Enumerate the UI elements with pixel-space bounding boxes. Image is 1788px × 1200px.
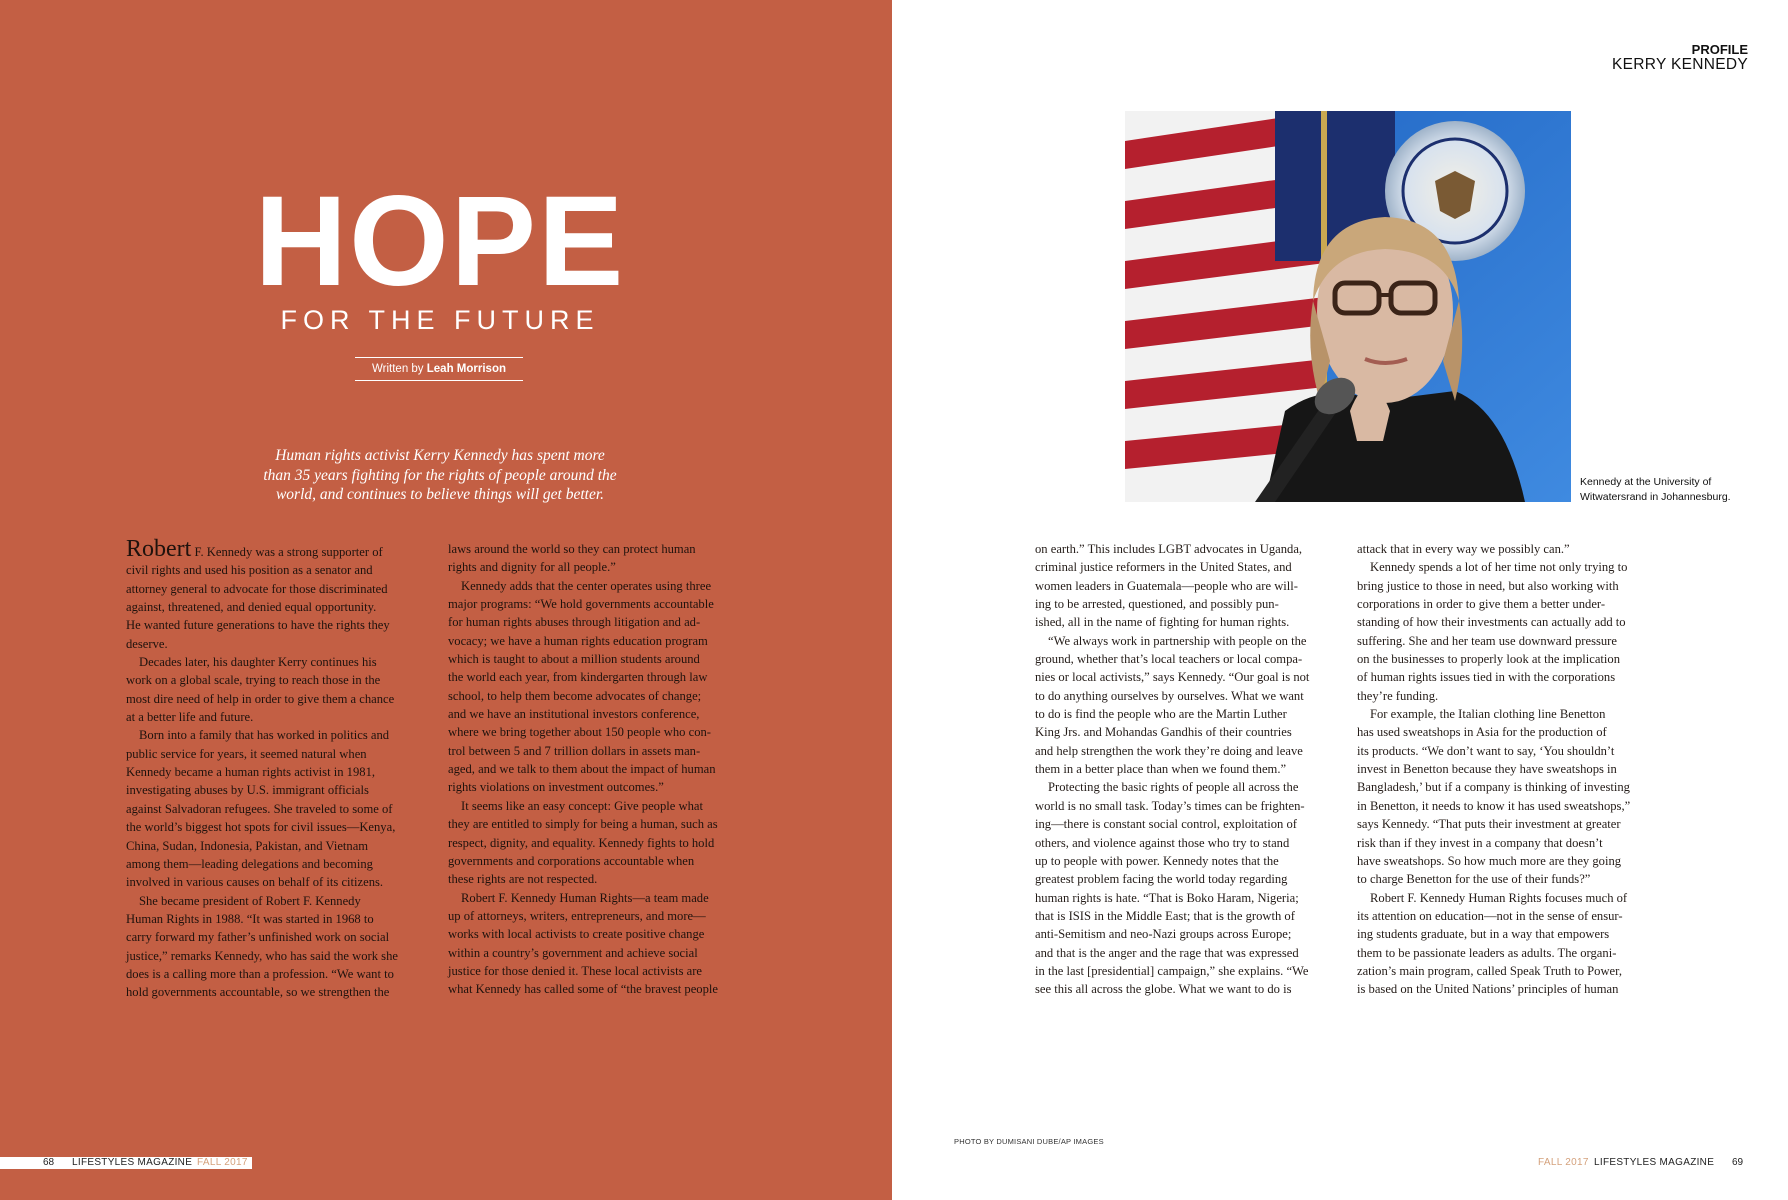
body-line: they are entitled to simply for being a human, such as bbox=[448, 817, 718, 832]
body-line: ing to be arrested, questioned, and possibly pun- bbox=[1035, 597, 1279, 612]
body-line: Human Rights in 1988. “It was started in 1968 to bbox=[126, 911, 374, 926]
byline bbox=[355, 357, 523, 381]
issue-season: FALL 2017 bbox=[1538, 1157, 1589, 1168]
body-line: most dire need of help in order to give them a chance bbox=[126, 691, 395, 706]
drop-word: Robert bbox=[126, 536, 192, 562]
body-line: Kennedy became a human rights activist in 1981, bbox=[126, 765, 376, 780]
body-line: She became president of Robert F. Kennedy bbox=[139, 893, 361, 908]
body-line: is based on the United Nations’ principles of human bbox=[1357, 982, 1619, 997]
body-column-4 bbox=[1357, 540, 1669, 999]
body-line: them to be passionate leaders as adults. The organi- bbox=[1357, 945, 1617, 960]
body-line bbox=[126, 536, 431, 562]
body-column-2 bbox=[448, 540, 753, 999]
body-line: China, Sudan, Indonesia, Pakistan, and Vietnam bbox=[126, 838, 369, 853]
body-line: Robert F. Kennedy Human Rights—a team made bbox=[461, 890, 709, 905]
photo-credit: PHOTO BY DUMISANI DUBE/AP IMAGES bbox=[954, 1137, 1104, 1146]
photo-caption bbox=[1580, 475, 1750, 505]
body-line: For example, the Italian clothing line Benetton bbox=[1370, 707, 1606, 722]
right-page bbox=[892, 0, 1788, 1200]
body-line: to do is find the people who are the Martin Luther bbox=[1035, 707, 1287, 722]
body-line: Kennedy adds that the center operates using three bbox=[461, 578, 712, 593]
body-line: and we have an institutional investors conference, bbox=[448, 707, 700, 722]
body-line: within a country’s government and achieve social bbox=[448, 945, 698, 960]
body-line: greatest problem facing the world today regarding bbox=[1035, 872, 1288, 887]
body-line: criminal justice reformers in the United States, and bbox=[1035, 560, 1292, 575]
body-line: in Benetton, it needs to know it has used sweatshops,” bbox=[1357, 798, 1631, 813]
body-line: involved in various causes on behalf of its citizens. bbox=[126, 875, 384, 890]
left-page bbox=[0, 0, 892, 1200]
body-line: up of attorneys, writers, entrepreneurs, and more— bbox=[448, 908, 706, 923]
body-line: against Salvadoran refugees. She traveled to some of bbox=[126, 801, 393, 816]
body-line: King Jrs. and Mohandas Gandhis of their countries bbox=[1035, 725, 1292, 740]
body-line: attack that in every way we possibly can.” bbox=[1357, 542, 1570, 556]
body-line: ground, whether that’s local teachers or local compa- bbox=[1035, 652, 1303, 667]
body-line: laws around the world so they can protect human bbox=[448, 542, 696, 556]
body-line: standing of how their investments can actually add to bbox=[1357, 615, 1626, 630]
page-number: 69 bbox=[1732, 1157, 1744, 1168]
body-line: rights violations on investment outcomes.” bbox=[448, 780, 664, 795]
column-lines bbox=[1035, 540, 1347, 999]
body-line: deserve. bbox=[126, 636, 168, 651]
body-line: risk than if they invest in a company that doesn’t bbox=[1357, 835, 1603, 850]
body-line: and help strengthen the work they’re doing and leave bbox=[1035, 743, 1303, 758]
body-line: invest in Benetton because they have sweatshops in bbox=[1357, 762, 1617, 777]
body-line: school, to help them become advocates of change; bbox=[448, 688, 702, 703]
photo-illustration bbox=[1125, 111, 1571, 502]
body-column-1 bbox=[126, 536, 431, 1002]
body-line: aged, and we talk to them about the impact of human bbox=[448, 762, 716, 777]
portrait-photo bbox=[1125, 111, 1571, 502]
body-line: for human rights abuses through litigation and ad- bbox=[448, 615, 701, 630]
body-line: justice,” remarks Kennedy, who has said the work she bbox=[126, 948, 398, 963]
body-line: public service for years, it seemed natural when bbox=[126, 746, 367, 761]
body-line: It seems like an easy concept: Give people what bbox=[461, 798, 703, 813]
body-line: suffering. She and her team use downward pressure bbox=[1357, 633, 1617, 648]
byline-author: Leah Morrison bbox=[426, 363, 506, 375]
headline: HOPE bbox=[254, 170, 626, 313]
magazine-name: LIFESTYLES MAGAZINE bbox=[1594, 1157, 1715, 1168]
byline-prefix: Written by bbox=[372, 363, 424, 375]
body-line: does is a calling more than a profession. “We want to bbox=[126, 966, 394, 981]
column-lines bbox=[448, 540, 753, 999]
magazine-name: LIFESTYLES MAGAZINE bbox=[72, 1157, 193, 1168]
body-line: they’re funding. bbox=[1357, 688, 1439, 703]
body-line: Protecting the basic rights of people all across the bbox=[1048, 780, 1299, 795]
body-line: nies or local activists,” says Kennedy. “Our goal is not bbox=[1035, 670, 1310, 685]
body-line: at a better life and future. bbox=[126, 710, 254, 725]
body-line: work on a global scale, trying to reach those in the bbox=[126, 673, 381, 688]
body-line: civil rights and used his position as a senator and bbox=[126, 563, 373, 578]
body-line: trol between 5 and 7 trillion dollars in assets man- bbox=[448, 743, 701, 758]
body-column-3 bbox=[1035, 540, 1347, 999]
body-line: He wanted future generations to have the rights they bbox=[126, 618, 390, 633]
body-line: them in a better place than when we found them.” bbox=[1035, 762, 1287, 777]
column-lines bbox=[126, 561, 431, 1001]
body-line: of human rights issues tied in with the corporations bbox=[1357, 670, 1616, 685]
body-line: ished, all in the name of fighting for human rights. bbox=[1035, 615, 1290, 630]
body-line: bring justice to those in need, but also working with bbox=[1357, 578, 1619, 593]
body-line: Bangladesh,’ but if a company is thinking of investing bbox=[1357, 780, 1630, 795]
body-line: Kennedy spends a lot of her time not only trying to bbox=[1370, 560, 1628, 575]
body-line: has used sweatshops in Asia for the production of bbox=[1357, 725, 1607, 740]
body-line: among them—leading delegations and becoming bbox=[126, 856, 373, 871]
body-line: vocacy; we have a human rights education program bbox=[448, 633, 708, 648]
body-line: which is taught to about a million students around bbox=[448, 652, 700, 667]
body-line: attorney general to advocate for those discriminated bbox=[126, 581, 388, 596]
deck bbox=[240, 446, 640, 505]
subheadline: FOR THE FUTURE bbox=[280, 305, 600, 335]
body-line: respect, dignity, and equality. Kennedy fights to hold bbox=[448, 835, 715, 850]
body-line: major programs: “We hold governments accountable bbox=[448, 597, 714, 612]
body-line: rights and dignity for all people.” bbox=[448, 560, 616, 575]
body-line: and that is the anger and the rage that was expressed bbox=[1035, 945, 1299, 960]
body-line: zation’s main program, called Speak Truth to Power, bbox=[1357, 963, 1622, 978]
body-line: the world each year, from kindergarten through law bbox=[448, 670, 708, 685]
body-line: others, and violence against those who try to stand bbox=[1035, 835, 1290, 850]
body-line: to do anything ourselves by ourselves. What we want bbox=[1035, 688, 1304, 703]
body-line: its attention on education—not in the sense of ensur- bbox=[1357, 908, 1623, 923]
caption-line: Witwatersrand in Johannesburg. bbox=[1580, 491, 1731, 503]
body-line: justice for those denied it. These local activists are bbox=[448, 963, 703, 978]
body-line: women leaders in Guatemala—people who are will- bbox=[1035, 578, 1298, 593]
body-line: carry forward my father’s unfinished work on social bbox=[126, 930, 390, 945]
deck-line: world, and continues to believe things will get better. bbox=[275, 486, 605, 503]
body-line: that is ISIS in the Middle East; that is the growth of bbox=[1035, 908, 1295, 923]
lead-text: F. Kennedy was a strong supporter of bbox=[194, 545, 383, 559]
body-line: on the businesses to properly look at the implication bbox=[1357, 652, 1621, 667]
body-line: ing students graduate, but in a way that empowers bbox=[1357, 927, 1610, 942]
caption-line: Kennedy at the University of bbox=[1580, 476, 1712, 488]
body-line: corporations in order to give them a better under- bbox=[1357, 597, 1606, 612]
body-line: in the last [presidential] campaign,” she explains. “We bbox=[1035, 963, 1309, 978]
body-line: against, threatened, and denied equal opportunity. bbox=[126, 600, 377, 615]
body-line: to charge Benetton for the use of their funds?” bbox=[1357, 872, 1591, 887]
deck-line: Human rights activist Kerry Kennedy has spent more bbox=[275, 447, 605, 464]
body-line: up to people with power. Kennedy notes that the bbox=[1035, 853, 1279, 868]
body-line: see this all across the globe. What we want to do is bbox=[1035, 982, 1292, 997]
deck-line: than 35 years fighting for the rights of people around the bbox=[263, 466, 617, 484]
body-line: investigating abuses by U.S. immigrant officials bbox=[126, 783, 369, 798]
body-line: have sweatshops. So how much more are they going bbox=[1357, 853, 1622, 868]
body-line: works with local activists to create positive change bbox=[448, 927, 705, 942]
page-number: 68 bbox=[43, 1157, 55, 1168]
body-line: anti-Semitism and neo-Nazi groups across Europe; bbox=[1035, 927, 1292, 942]
body-line: “We always work in partnership with people on the bbox=[1048, 633, 1307, 648]
body-line: what Kennedy has called some of “the bravest people bbox=[448, 982, 718, 997]
body-line: Decades later, his daughter Kerry continues his bbox=[139, 655, 377, 670]
section-name: KERRY KENNEDY bbox=[1612, 56, 1748, 73]
column-lines bbox=[1357, 540, 1669, 999]
body-line: human rights is hate. “That is Boko Haram, Nigeria; bbox=[1035, 890, 1299, 905]
issue-season: FALL 2017 bbox=[197, 1157, 248, 1168]
body-line: on earth.” This includes LGBT advocates in Uganda, bbox=[1035, 542, 1303, 556]
body-line: ing—there is constant social control, exploitation of bbox=[1035, 817, 1297, 832]
body-line: these rights are not respected. bbox=[448, 872, 598, 887]
body-line: says Kennedy. “That puts their investment at greater bbox=[1357, 817, 1621, 832]
body-line: world is no small task. Today’s times can be frighten- bbox=[1035, 798, 1305, 813]
body-line: its products. “We don’t want to say, ‘You shouldn’t bbox=[1357, 743, 1615, 758]
body-line: Born into a family that has worked in politics and bbox=[139, 728, 390, 743]
section-label: PROFILE bbox=[1691, 42, 1748, 57]
body-line: Robert F. Kennedy Human Rights focuses much of bbox=[1370, 890, 1628, 905]
body-line: hold governments accountable, so we strengthen the bbox=[126, 985, 390, 1000]
body-line: the world’s biggest hot spots for civil issues—Kenya, bbox=[126, 820, 396, 835]
body-line: governments and corporations accountable when bbox=[448, 853, 695, 868]
body-line: where we bring together about 150 people who con- bbox=[448, 725, 711, 740]
